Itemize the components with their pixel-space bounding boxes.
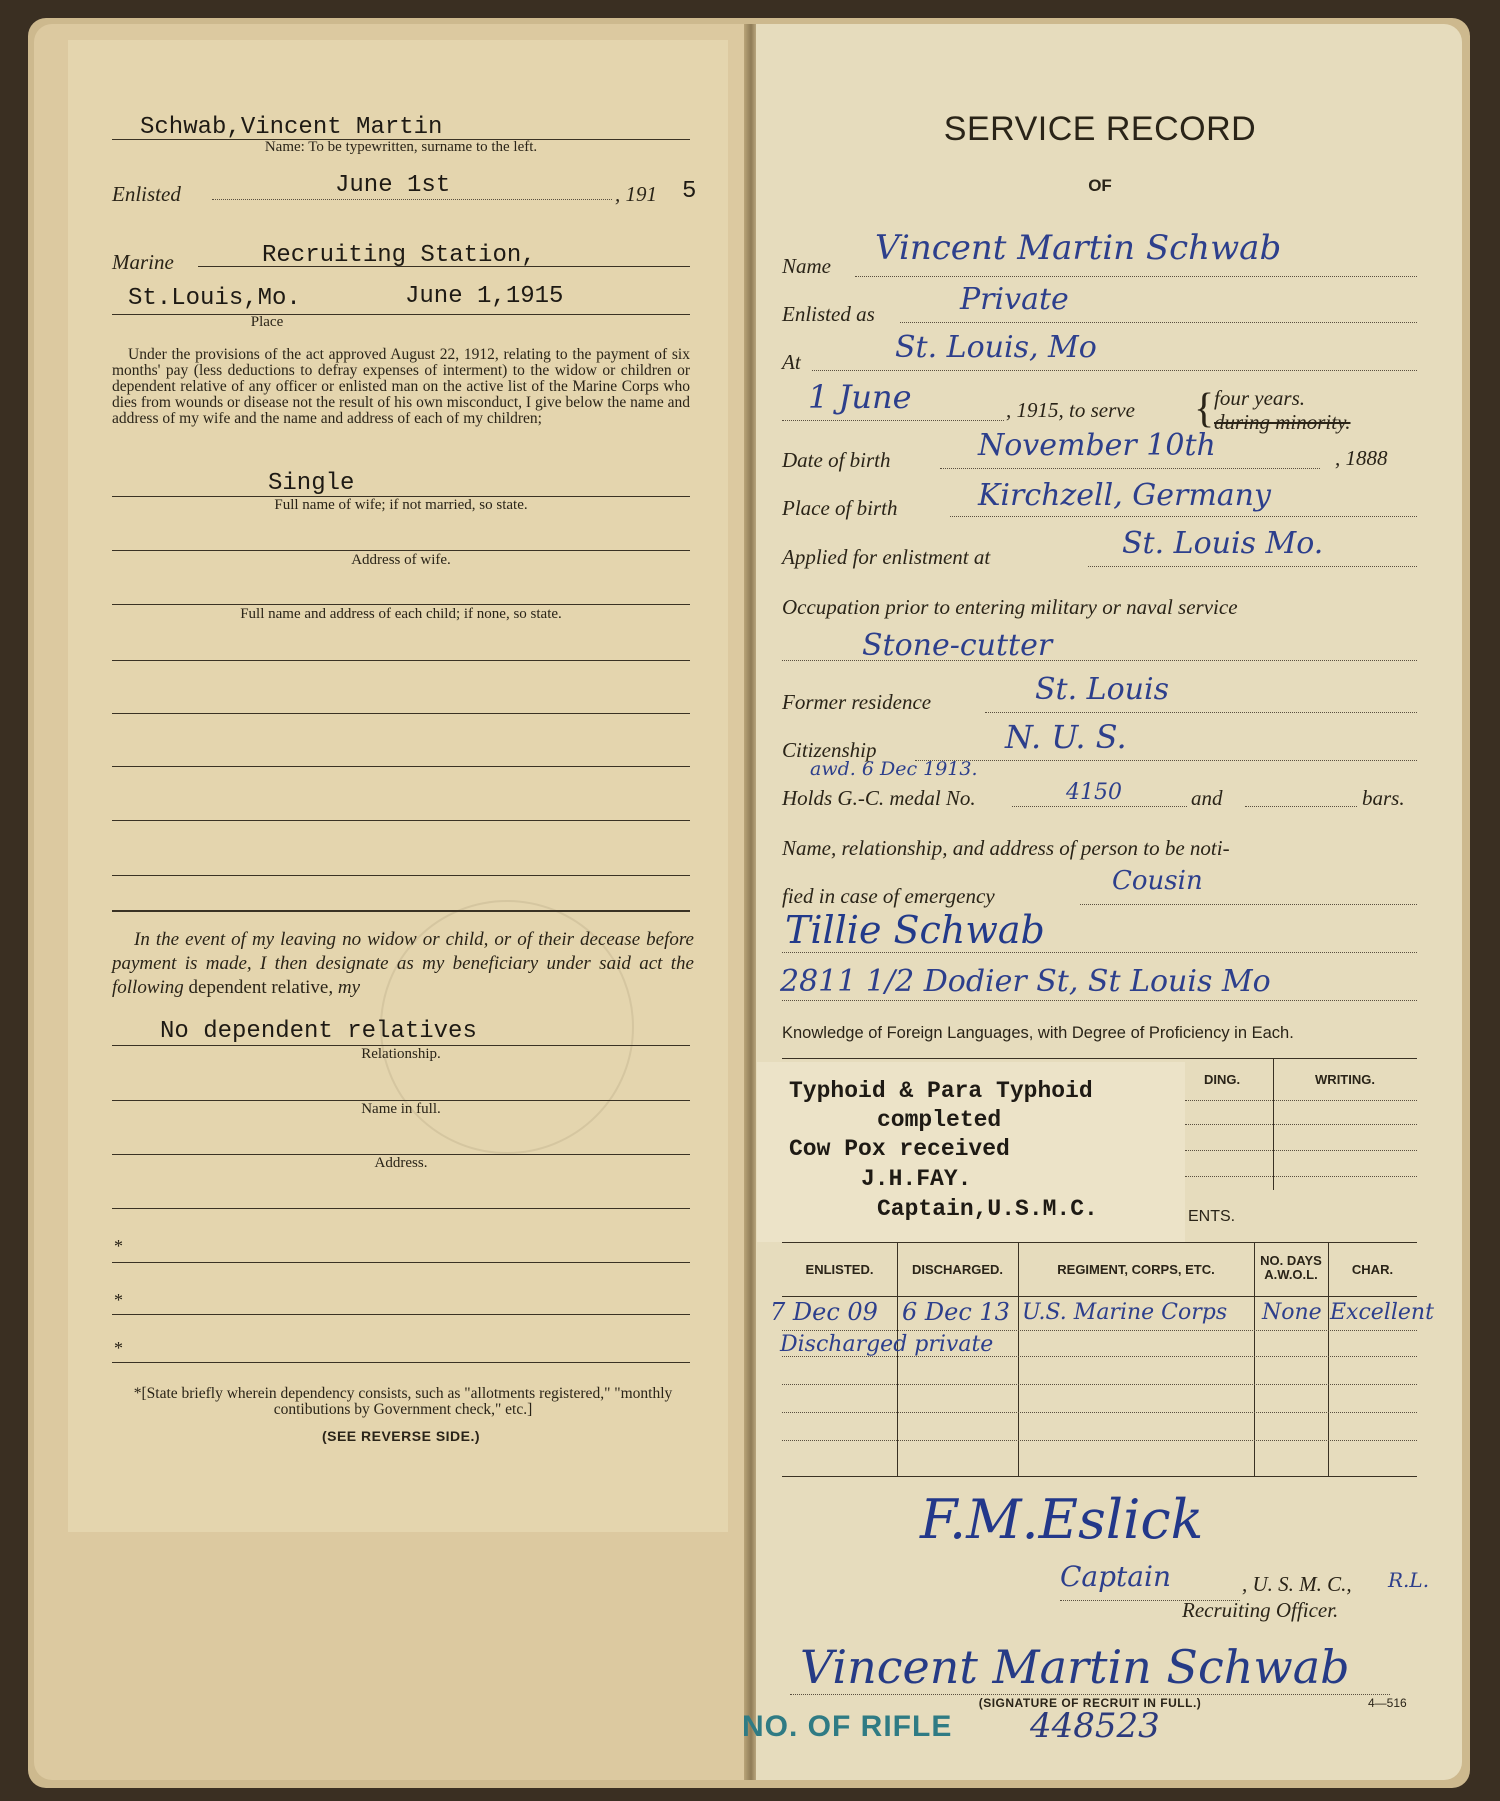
relationship-label: Relationship. — [361, 1046, 441, 1062]
lang-row-3 — [1185, 1150, 1417, 1151]
applied-label: Applied for enlistment at — [782, 545, 991, 569]
recruit-sig-line — [790, 1694, 1390, 1695]
sticker-line-1: Typhoid & Para Typhoid — [789, 1078, 1093, 1104]
wife-address-label: Address of wife. — [351, 552, 451, 568]
right-name-line — [855, 276, 1417, 277]
sticker-line-3: Cow Pox received — [789, 1136, 1010, 1162]
recruit-sig-label: (SIGNATURE OF RECRUIT IN FULL.) — [978, 1696, 1202, 1710]
gc-and-label: and — [1191, 786, 1223, 810]
prev-enlistments-label: ENTS. — [1188, 1208, 1236, 1225]
applied-line — [1088, 566, 1417, 567]
address-label: Address. — [374, 1155, 428, 1171]
rifle-number: 448523 — [1030, 1706, 1160, 1746]
enlisted-line — [212, 199, 612, 200]
term-minority: during minority. — [1214, 410, 1351, 434]
recruiting-officer-label: Recruiting Officer. — [1182, 1598, 1339, 1622]
notify-line-2 — [782, 952, 1417, 953]
applied-value: St. Louis Mo. — [1122, 526, 1324, 561]
term-brace: { — [1194, 386, 1215, 432]
at-label: At — [782, 350, 801, 374]
lang-row-2 — [1185, 1124, 1417, 1125]
col-char: CHAR. — [1351, 1262, 1394, 1277]
gc-medal-line — [1012, 806, 1187, 807]
enlisted-as-value: Private — [960, 282, 1069, 317]
enlisted-label: Enlisted — [112, 182, 181, 206]
enlisted-year-prefix: , 191 — [615, 182, 657, 206]
name-label: Name: To be typewritten, surname to the left. — [264, 139, 538, 155]
dob-year: , 1888 — [1335, 446, 1388, 470]
enlist-date-value: 1 June — [808, 378, 912, 416]
dob-line — [940, 468, 1320, 469]
children-line — [112, 604, 690, 605]
recruit-signature: Vincent Martin Schwab — [800, 1640, 1350, 1694]
name-in-full-label: Name in full. — [361, 1101, 441, 1117]
relative-value: No dependent relatives — [160, 1018, 477, 1045]
asterisk-2: * — [114, 1290, 123, 1310]
col-discharged: DISCHARGED. — [911, 1262, 1003, 1277]
citizenship-line — [915, 760, 1417, 761]
at-value: St. Louis, Mo — [895, 330, 1097, 365]
child-line-3 — [112, 766, 690, 767]
sticker-line-4: J.H.FAY. — [861, 1166, 972, 1192]
enlisted-as-line — [900, 322, 1417, 323]
row1-regiment: U.S. Marine Corps — [1022, 1300, 1228, 1325]
lang-col-writing: WRITING. — [1315, 1072, 1375, 1087]
place-date-value: June 1,1915 — [405, 283, 564, 310]
col-awol: NO. DAYS A.W.O.L. — [1260, 1253, 1322, 1282]
col-regiment: REGIMENT, CORPS, ETC. — [1057, 1262, 1215, 1277]
station-value: Recruiting Station, — [262, 242, 536, 269]
enlist-table-bottom — [782, 1476, 1417, 1477]
of-label: OF — [1088, 176, 1112, 195]
asterisk-3: * — [114, 1338, 123, 1358]
provisions-text: Under the provisions of the act approved August 22, 1912, relating to the payment of six months' pay (less deductions to defray expenses of interment) to the widow or children or dependent relative of any officer or enlisted man on the active list of the Marine Corps who dies from wounds or disease not the result of his own misconduct, I give below the name and address of my wife and the name and address of each of my children; — [112, 346, 690, 427]
dependency-line-3 — [112, 1362, 690, 1363]
occupation-value: Stone-cutter — [862, 628, 1053, 663]
former-res-label: Former residence — [782, 690, 932, 714]
address-line-2 — [112, 1208, 690, 1209]
enlist-row-line-1 — [782, 1330, 1417, 1331]
name-value: Schwab,Vincent Martin — [140, 114, 443, 141]
citizenship-value: N. U. S. — [1005, 718, 1127, 756]
notify-relation: Cousin — [1112, 866, 1203, 896]
enlist-row-line-2 — [782, 1356, 1417, 1357]
pob-line — [950, 516, 1417, 517]
dob-label: Date of birth — [782, 448, 891, 472]
pob-label: Place of birth — [782, 496, 898, 520]
at-line — [812, 370, 1417, 371]
service-record-title: SERVICE RECORD — [943, 110, 1257, 148]
children-label: Full name and address of each child; if none, so state. — [240, 606, 562, 622]
enlist-row-line-4 — [782, 1412, 1417, 1413]
gc-bars-line — [1245, 806, 1357, 807]
place-label: Place — [250, 314, 284, 330]
enlisted-value: June 1st — [335, 172, 451, 199]
year-serve-text: , 1915, to serve — [1006, 398, 1135, 422]
enlisted-as-label: Enlisted as — [782, 302, 875, 326]
row1-enlisted: 7 Dec 09 — [770, 1298, 878, 1326]
beneficiary-text-1: In the event of my leaving no widow or child, or of their decease before payment is made, I then designate as my beneficiary under said act the following — [112, 929, 694, 998]
station-line — [198, 266, 690, 267]
wife-label: Full name of wife; if not married, so state. — [274, 497, 528, 513]
occupation-label: Occupation prior to entering military or naval service — [782, 595, 1238, 619]
notify-name: Tillie Schwab — [785, 908, 1045, 952]
sticker-line-2: completed — [877, 1107, 1002, 1133]
notify-line-1 — [1080, 904, 1417, 905]
languages-label: Knowledge of Foreign Languages, with Degree of Proficiency in Each. — [782, 1024, 1294, 1042]
gc-medal-value: 4150 — [1066, 780, 1122, 805]
lang-row-4 — [1185, 1176, 1417, 1177]
occupation-line — [782, 660, 1417, 661]
asterisk-1: * — [114, 1236, 123, 1256]
dependency-line-1 — [112, 1262, 690, 1263]
right-name-value: Vincent Martin Schwab — [875, 228, 1282, 268]
section-divider — [112, 910, 690, 912]
dependency-line-2 — [112, 1314, 690, 1315]
see-reverse: (SEE REVERSE SIDE.) — [321, 1428, 481, 1444]
row1-discharged: 6 Dec 13 — [902, 1298, 1010, 1326]
notify-label-1: Name, relationship, and address of person to be noti- — [782, 836, 1230, 860]
lang-row-1 — [1185, 1100, 1417, 1101]
captain-hand: Captain — [1060, 1560, 1171, 1593]
notify-label-2: fied in case of emergency — [782, 884, 995, 908]
enlist-table-top — [782, 1242, 1417, 1243]
lang-col-reading: DING. — [1203, 1072, 1241, 1087]
row1-char: Excellent — [1330, 1300, 1434, 1325]
citizenship-label: Citizenship — [782, 738, 877, 762]
child-line-5 — [112, 875, 690, 876]
notify-address: 2811 1/2 Dodier St, St Louis Mo — [780, 964, 1271, 999]
right-name-label: Name — [782, 254, 831, 278]
lang-table-top — [782, 1058, 1417, 1059]
beneficiary-text-3: , my — [328, 977, 360, 998]
officer-signature: F.M.Eslick — [920, 1488, 1204, 1551]
awd-note: awd. 6 Dec 1913. — [810, 758, 978, 780]
enlist-row-line-3 — [782, 1384, 1417, 1385]
enlist-row-line-5 — [782, 1440, 1417, 1441]
child-line-1 — [112, 660, 690, 661]
place-value: St.Louis,Mo. — [128, 285, 301, 312]
footnote: *[State briefly wherein dependency consists, such as "allotments registered," "monthly contibutions by Government check," etc.] — [133, 1385, 673, 1418]
row2-note: Discharged private — [780, 1332, 994, 1357]
pob-value: Kirchzell, Germany — [978, 478, 1271, 513]
gc-bars-label: bars. — [1362, 786, 1405, 810]
form-number: 4—516 — [1368, 1696, 1407, 1710]
dob-value: November 10th — [978, 428, 1216, 463]
beneficiary-text-2: dependent relative — [188, 977, 329, 998]
child-line-4 — [112, 820, 690, 821]
sticker-line-5: Captain,U.S.M.C. — [877, 1196, 1098, 1222]
usmc-suffix: R.L. — [1388, 1568, 1430, 1592]
enlist-table-header-bottom — [782, 1296, 1417, 1297]
rifle-stamp: NO. OF RIFLE — [742, 1710, 953, 1743]
wife-address-line — [112, 550, 690, 551]
enlist-date-line — [782, 420, 1004, 421]
enlisted-year-digit: 5 — [682, 178, 697, 205]
usmc-label: , U. S. M. C., — [1242, 1572, 1352, 1596]
marine-label: Marine — [112, 250, 174, 274]
term-four-years: four years. — [1214, 386, 1305, 410]
former-res-line — [985, 712, 1417, 713]
beneficiary-text — [112, 928, 694, 1000]
gc-medal-label: Holds G.-C. medal No. — [782, 786, 976, 810]
former-res-value: St. Louis — [1035, 672, 1169, 707]
row1-awol: None — [1262, 1300, 1322, 1325]
notify-line-3 — [782, 1000, 1417, 1001]
vaccination-sticker — [757, 1062, 1185, 1242]
child-line-2 — [112, 713, 690, 714]
col-enlisted: ENLISTED. — [805, 1262, 874, 1277]
wife-value: Single — [268, 470, 355, 497]
